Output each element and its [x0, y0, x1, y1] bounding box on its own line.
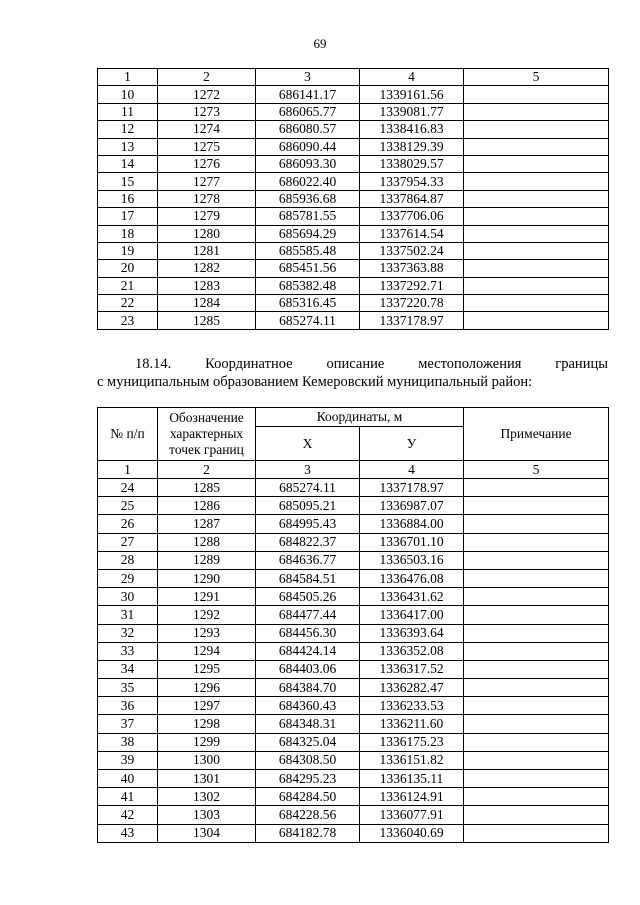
- cell-y: 1337614.54: [360, 225, 464, 242]
- cell-number: 38: [98, 733, 158, 751]
- column-number: 3: [256, 69, 360, 86]
- cell-note: [464, 642, 609, 660]
- cell-point-id: 1302: [158, 788, 256, 806]
- cell-number: 26: [98, 515, 158, 533]
- cell-y: 1337954.33: [360, 173, 464, 190]
- cell-note: [464, 173, 609, 190]
- cell-note: [464, 121, 609, 138]
- cell-note: [464, 715, 609, 733]
- section-heading-line-2: с муниципальным образованием Кемеровский муниципальный район:: [97, 374, 533, 390]
- cell-y: 1337220.78: [360, 295, 464, 312]
- cell-y: 1338129.39: [360, 138, 464, 155]
- cell-y: 1337706.06: [360, 208, 464, 225]
- cell-x: 685382.48: [256, 277, 360, 294]
- cell-point-id: 1293: [158, 624, 256, 642]
- column-number: 4: [360, 461, 464, 479]
- column-number: 5: [464, 461, 609, 479]
- cell-note: [464, 606, 609, 624]
- column-number: 5: [464, 69, 609, 86]
- cell-number: 29: [98, 569, 158, 587]
- cell-y: 1336282.47: [360, 679, 464, 697]
- paragraph-word: 18.14.: [135, 356, 172, 372]
- cell-point-id: 1288: [158, 533, 256, 551]
- cell-x: 684424.14: [256, 642, 360, 660]
- cell-y: 1336352.08: [360, 642, 464, 660]
- table-row: [98, 788, 609, 806]
- table-row: [98, 806, 609, 824]
- cell-y: 1336503.16: [360, 551, 464, 569]
- header-y: У: [360, 427, 464, 461]
- cell-x: 684360.43: [256, 697, 360, 715]
- cell-x: 686065.77: [256, 103, 360, 120]
- cell-note: [464, 588, 609, 606]
- cell-point-id: 1274: [158, 121, 256, 138]
- cell-point-id: 1297: [158, 697, 256, 715]
- cell-note: [464, 515, 609, 533]
- cell-x: 685451.56: [256, 260, 360, 277]
- cell-point-id: 1301: [158, 770, 256, 788]
- cell-number: 17: [98, 208, 158, 225]
- cell-x: 685781.55: [256, 208, 360, 225]
- cell-point-id: 1296: [158, 679, 256, 697]
- header-coordinates: Координаты, м: [256, 408, 464, 427]
- cell-x: 685274.11: [256, 479, 360, 497]
- table-row: [98, 312, 609, 329]
- cell-y: 1338416.83: [360, 121, 464, 138]
- cell-x: 684295.23: [256, 770, 360, 788]
- cell-number: 27: [98, 533, 158, 551]
- column-number-row: [98, 461, 609, 479]
- table-row: [98, 260, 609, 277]
- cell-number: 28: [98, 551, 158, 569]
- table-row: [98, 751, 609, 769]
- cell-x: 686093.30: [256, 155, 360, 172]
- table-row: [98, 295, 609, 312]
- table-row: [98, 533, 609, 551]
- cell-number: 25: [98, 497, 158, 515]
- cell-point-id: 1273: [158, 103, 256, 120]
- cell-point-id: 1290: [158, 569, 256, 587]
- cell-point-id: 1285: [158, 312, 256, 329]
- cell-note: [464, 806, 609, 824]
- table-row: [98, 606, 609, 624]
- cell-point-id: 1298: [158, 715, 256, 733]
- cell-point-id: 1295: [158, 660, 256, 678]
- cell-number: 16: [98, 190, 158, 207]
- cell-note: [464, 155, 609, 172]
- cell-x: 686090.44: [256, 138, 360, 155]
- cell-note: [464, 624, 609, 642]
- cell-x: 685316.45: [256, 295, 360, 312]
- cell-x: 684636.77: [256, 551, 360, 569]
- table-row: [98, 277, 609, 294]
- cell-point-id: 1278: [158, 190, 256, 207]
- cell-point-id: 1286: [158, 497, 256, 515]
- cell-point-id: 1285: [158, 479, 256, 497]
- cell-x: 684403.06: [256, 660, 360, 678]
- cell-point-id: 1282: [158, 260, 256, 277]
- cell-point-id: 1284: [158, 295, 256, 312]
- cell-number: 43: [98, 824, 158, 842]
- coordinates-table-continued: [97, 68, 609, 330]
- cell-note: [464, 679, 609, 697]
- cell-point-id: 1277: [158, 173, 256, 190]
- cell-x: 686080.57: [256, 121, 360, 138]
- table-row: [98, 697, 609, 715]
- cell-y: 1336151.82: [360, 751, 464, 769]
- cell-note: [464, 533, 609, 551]
- paragraph-word: границы: [555, 356, 608, 372]
- table-body: [98, 479, 609, 843]
- table-row: [98, 208, 609, 225]
- table-body: [98, 86, 609, 329]
- cell-y: 1336124.91: [360, 788, 464, 806]
- cell-y: 1337502.24: [360, 242, 464, 259]
- column-number: 2: [158, 461, 256, 479]
- cell-y: 1336417.00: [360, 606, 464, 624]
- cell-note: [464, 225, 609, 242]
- cell-number: 40: [98, 770, 158, 788]
- paragraph-word: описание: [326, 356, 385, 372]
- cell-y: 1336135.11: [360, 770, 464, 788]
- cell-y: 1337292.71: [360, 277, 464, 294]
- cell-x: 684584.51: [256, 569, 360, 587]
- cell-point-id: 1272: [158, 86, 256, 103]
- cell-note: [464, 770, 609, 788]
- table-row: [98, 225, 609, 242]
- cell-point-id: 1279: [158, 208, 256, 225]
- cell-point-id: 1294: [158, 642, 256, 660]
- table-row: [98, 138, 609, 155]
- cell-number: 37: [98, 715, 158, 733]
- cell-number: 15: [98, 173, 158, 190]
- cell-number: 13: [98, 138, 158, 155]
- table-row: [98, 190, 609, 207]
- cell-note: [464, 242, 609, 259]
- table-row: [98, 479, 609, 497]
- table-row: [98, 824, 609, 842]
- table-row: [98, 733, 609, 751]
- cell-x: 685095.21: [256, 497, 360, 515]
- cell-note: [464, 497, 609, 515]
- cell-x: 685694.29: [256, 225, 360, 242]
- cell-y: 1337178.97: [360, 479, 464, 497]
- cell-note: [464, 260, 609, 277]
- cell-x: 684325.04: [256, 733, 360, 751]
- cell-point-id: 1300: [158, 751, 256, 769]
- header-x: X: [256, 427, 360, 461]
- cell-note: [464, 697, 609, 715]
- table-row: [98, 155, 609, 172]
- cell-number: 20: [98, 260, 158, 277]
- cell-number: 23: [98, 312, 158, 329]
- cell-x: 684308.50: [256, 751, 360, 769]
- column-number: 3: [256, 461, 360, 479]
- cell-number: 34: [98, 660, 158, 678]
- table-row: [98, 715, 609, 733]
- cell-x: 684505.26: [256, 588, 360, 606]
- cell-x: 684995.43: [256, 515, 360, 533]
- cell-point-id: 1304: [158, 824, 256, 842]
- cell-point-id: 1275: [158, 138, 256, 155]
- cell-note: [464, 295, 609, 312]
- cell-y: 1336233.53: [360, 697, 464, 715]
- cell-number: 11: [98, 103, 158, 120]
- cell-number: 18: [98, 225, 158, 242]
- page-number: 69: [313, 36, 327, 51]
- cell-number: 39: [98, 751, 158, 769]
- cell-x: 684228.56: [256, 806, 360, 824]
- cell-number: 31: [98, 606, 158, 624]
- table-row: [98, 103, 609, 120]
- header-designation: Обозначение характерных точек границ: [158, 408, 256, 461]
- cell-note: [464, 551, 609, 569]
- table-header: [98, 408, 609, 479]
- cell-number: 30: [98, 588, 158, 606]
- cell-note: [464, 208, 609, 225]
- cell-y: 1336431.62: [360, 588, 464, 606]
- cell-y: 1336987.07: [360, 497, 464, 515]
- cell-number: 41: [98, 788, 158, 806]
- cell-number: 36: [98, 697, 158, 715]
- table-row: [98, 242, 609, 259]
- cell-y: 1337864.87: [360, 190, 464, 207]
- cell-number: 19: [98, 242, 158, 259]
- cell-point-id: 1280: [158, 225, 256, 242]
- cell-note: [464, 86, 609, 103]
- column-number-row: [98, 69, 609, 86]
- cell-note: [464, 733, 609, 751]
- cell-note: [464, 277, 609, 294]
- table-row: [98, 551, 609, 569]
- cell-y: 1336317.52: [360, 660, 464, 678]
- cell-number: 21: [98, 277, 158, 294]
- table-row: [98, 86, 609, 103]
- cell-y: 1336211.60: [360, 715, 464, 733]
- cell-x: 684456.30: [256, 624, 360, 642]
- cell-note: [464, 190, 609, 207]
- cell-point-id: 1283: [158, 277, 256, 294]
- cell-y: 1336077.91: [360, 806, 464, 824]
- cell-note: [464, 569, 609, 587]
- table-row: [98, 497, 609, 515]
- cell-note: [464, 788, 609, 806]
- cell-x: 684182.78: [256, 824, 360, 842]
- paragraph-word: Координатное: [205, 356, 293, 372]
- table-row: [98, 515, 609, 533]
- cell-note: [464, 660, 609, 678]
- cell-x: 684477.44: [256, 606, 360, 624]
- cell-point-id: 1287: [158, 515, 256, 533]
- table-row: [98, 173, 609, 190]
- cell-x: 685585.48: [256, 242, 360, 259]
- header-row: [98, 408, 609, 427]
- header-number: № п/п: [98, 408, 158, 461]
- table-row: [98, 569, 609, 587]
- cell-number: 35: [98, 679, 158, 697]
- cell-x: 684822.37: [256, 533, 360, 551]
- column-number: 2: [158, 69, 256, 86]
- cell-y: 1336393.64: [360, 624, 464, 642]
- cell-x: 686141.17: [256, 86, 360, 103]
- cell-x: 684384.70: [256, 679, 360, 697]
- coordinates-table: [97, 407, 609, 843]
- cell-note: [464, 751, 609, 769]
- cell-x: 685274.11: [256, 312, 360, 329]
- cell-point-id: 1281: [158, 242, 256, 259]
- cell-note: [464, 479, 609, 497]
- cell-note: [464, 312, 609, 329]
- cell-y: 1336175.23: [360, 733, 464, 751]
- cell-point-id: 1291: [158, 588, 256, 606]
- column-number-row: [98, 69, 609, 86]
- cell-number: 12: [98, 121, 158, 138]
- cell-y: 1339161.56: [360, 86, 464, 103]
- table-row: [98, 121, 609, 138]
- cell-y: 1337363.88: [360, 260, 464, 277]
- table-row: [98, 624, 609, 642]
- cell-y: 1338029.57: [360, 155, 464, 172]
- column-number: 1: [98, 461, 158, 479]
- cell-y: 1336040.69: [360, 824, 464, 842]
- cell-x: 686022.40: [256, 173, 360, 190]
- cell-x: 685936.68: [256, 190, 360, 207]
- header-note: Примечание: [464, 408, 609, 461]
- cell-note: [464, 138, 609, 155]
- cell-y: 1336701.10: [360, 533, 464, 551]
- cell-number: 42: [98, 806, 158, 824]
- table-row: [98, 588, 609, 606]
- cell-number: 33: [98, 642, 158, 660]
- cell-point-id: 1276: [158, 155, 256, 172]
- column-number: 4: [360, 69, 464, 86]
- cell-x: 684284.50: [256, 788, 360, 806]
- cell-number: 32: [98, 624, 158, 642]
- cell-number: 22: [98, 295, 158, 312]
- table-row: [98, 770, 609, 788]
- cell-y: 1339081.77: [360, 103, 464, 120]
- cell-number: 10: [98, 86, 158, 103]
- table-row: [98, 642, 609, 660]
- cell-y: 1337178.97: [360, 312, 464, 329]
- cell-x: 684348.31: [256, 715, 360, 733]
- cell-note: [464, 103, 609, 120]
- cell-y: 1336476.08: [360, 569, 464, 587]
- cell-number: 24: [98, 479, 158, 497]
- cell-point-id: 1289: [158, 551, 256, 569]
- cell-number: 14: [98, 155, 158, 172]
- table-row: [98, 660, 609, 678]
- column-number: 1: [98, 69, 158, 86]
- cell-point-id: 1292: [158, 606, 256, 624]
- cell-point-id: 1303: [158, 806, 256, 824]
- paragraph-word: местоположения: [418, 356, 522, 372]
- cell-y: 1336884.00: [360, 515, 464, 533]
- cell-note: [464, 824, 609, 842]
- cell-point-id: 1299: [158, 733, 256, 751]
- table-row: [98, 679, 609, 697]
- section-heading-line: [97, 355, 608, 373]
